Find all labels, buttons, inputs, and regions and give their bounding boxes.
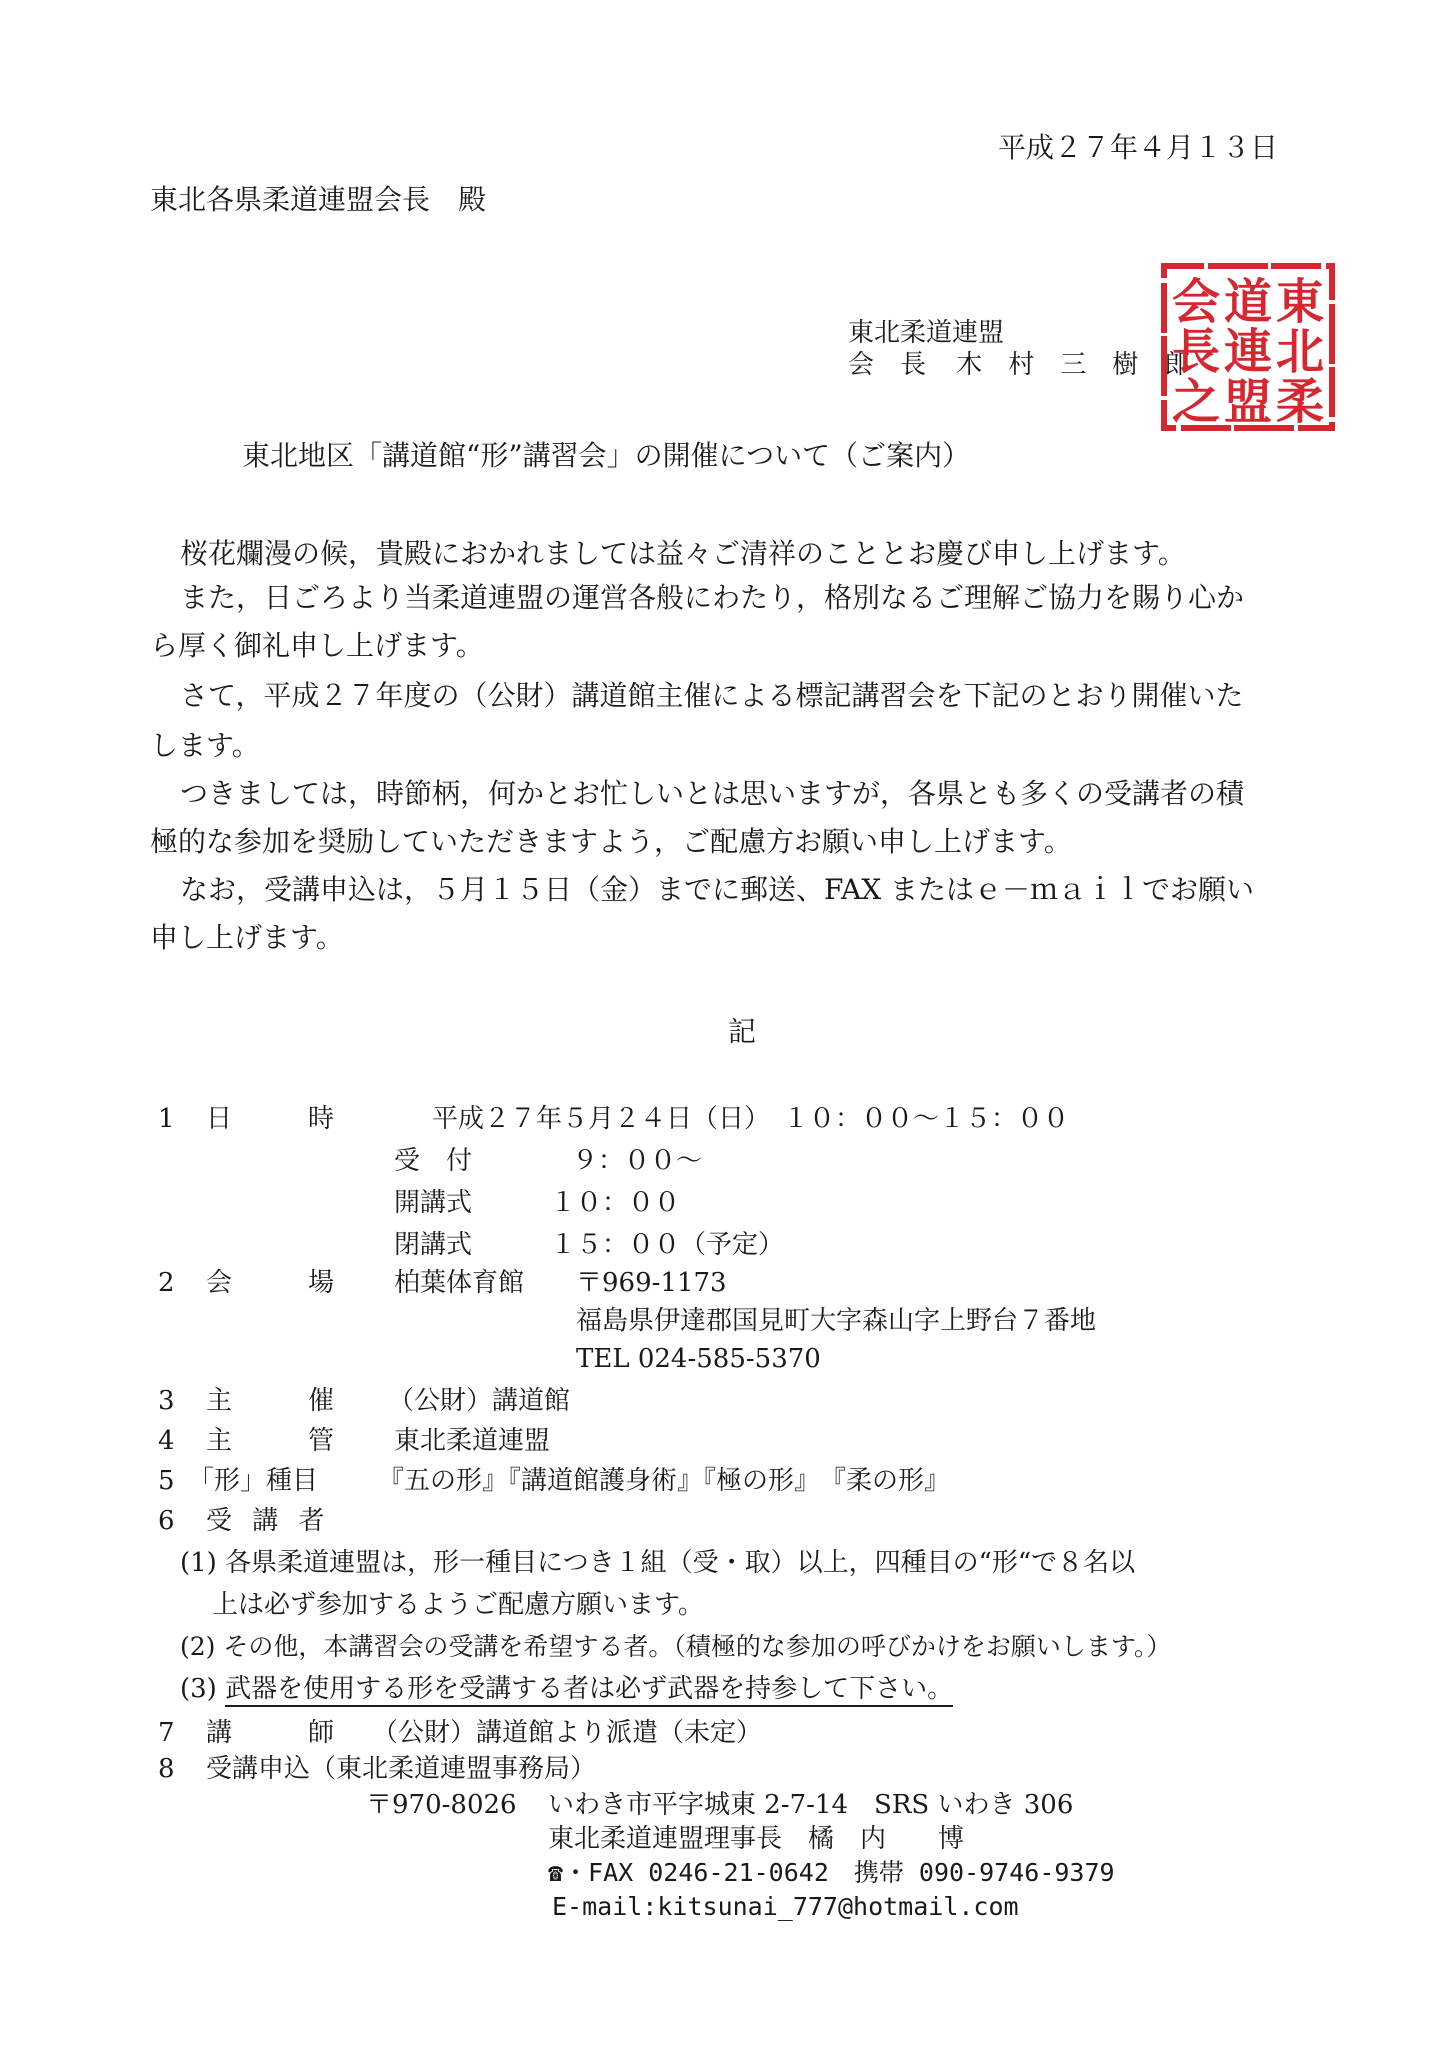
item-3-value: （公財）講道館: [388, 1386, 571, 1416]
item-1: [158, 1102, 1069, 1136]
item-4: [158, 1424, 550, 1458]
office-address: いわき市平字城東 2-7-14 SRS いわき 306: [548, 1790, 1074, 1820]
participants-3: [180, 1672, 953, 1706]
item-2-label: 会 場: [206, 1268, 343, 1298]
body-line-6: つきましては，時節柄，何かとお忙しいとは思いますが，各県とも多くの受講者の積: [180, 777, 1245, 810]
ki-heading: 記: [728, 1015, 757, 1048]
body-line-1: 桜花爛漫の候，貴殿におかれましては益々ご清祥のこととお慶び申し上げます。: [180, 537, 1186, 570]
opening-time: １０：００: [550, 1188, 681, 1218]
item-3: [158, 1384, 570, 1418]
item-8: [158, 1752, 596, 1786]
office-address-row: [366, 1788, 1073, 1822]
reception-time: ９：００～: [572, 1146, 703, 1176]
item-1-value: 平成２７年５月２４日（日） １０：００～１５：００: [432, 1104, 1070, 1134]
sender-org: 東北柔道連盟: [848, 318, 1005, 348]
venue-postal: 〒969-1173: [576, 1268, 727, 1298]
svg-text:盟: 盟: [1223, 374, 1273, 430]
document-date: 平成２７年４月１３日: [998, 131, 1279, 164]
item-8-number: 8: [158, 1754, 175, 1784]
item-7-value: （公財）講道館より派遣（未定）: [372, 1718, 763, 1748]
seal-stamp-icon: [1160, 262, 1336, 432]
item-1-number: 1: [158, 1104, 175, 1134]
closing-time: １５：００（予定）: [550, 1230, 785, 1260]
item-3-label: 主 催: [206, 1386, 343, 1416]
participants-3-text: 武器を使用する形を受講する者は必ず武器を持参して下さい。: [225, 1674, 953, 1707]
opening-row: [394, 1186, 680, 1220]
item-2: [158, 1266, 727, 1300]
addressee: 東北各県柔道連盟会長 殿: [150, 183, 487, 216]
document-title: 東北地区「講道館“形”講習会」の開催について（ご案内）: [242, 439, 971, 472]
reception-row: [394, 1144, 702, 1178]
closing-row: [394, 1228, 784, 1262]
body-line-2: また，日ごろより当柔道連盟の運営各般にわたり，格別なるご理解ご協力を賜り心か: [180, 581, 1245, 614]
office-email: E-mail:kitsunai_777@hotmail.com: [552, 1892, 1019, 1921]
sender-title: 会 長: [848, 350, 927, 380]
item-5-label: 「形」種目: [188, 1466, 319, 1496]
item-4-label: 主 管: [206, 1426, 343, 1456]
participants-3-prefix: (3): [180, 1674, 217, 1704]
item-1-label: 日 時: [206, 1104, 343, 1134]
item-8-label: 受講申込（東北柔道連盟事務局）: [206, 1754, 597, 1784]
item-5-number: 5: [158, 1466, 175, 1496]
closing-label: 閉講式: [394, 1230, 473, 1260]
item-4-value: 東北柔道連盟: [394, 1426, 551, 1456]
item-6: [158, 1504, 331, 1538]
venue-tel: TEL 024-585-5370: [576, 1344, 821, 1374]
item-7-label: 講 師: [206, 1718, 343, 1748]
body-line-7: 極的な参加を奨励していただきますよう，ご配慮方お願い申し上げます。: [150, 825, 1072, 858]
item-2-number: 2: [158, 1268, 175, 1298]
item-6-label: 受 講 者: [206, 1506, 331, 1536]
body-line-9: 申し上げます。: [150, 921, 344, 954]
sender-line: [848, 348, 1190, 382]
svg-text:道: 道: [1223, 274, 1273, 330]
opening-label: 開講式: [394, 1188, 473, 1218]
office-phone: ☎・FAX 0246-21-0642 携帯 090-9746-9379: [548, 1858, 1115, 1887]
venue-name: 柏葉体育館: [394, 1268, 525, 1298]
item-7-number: 7: [158, 1718, 175, 1748]
item-5: [158, 1464, 950, 1498]
svg-text:東: 東: [1275, 274, 1325, 330]
reception-label: 受 付: [394, 1146, 473, 1176]
body-line-4: さて，平成２７年度の（公財）講道館主催による標記講習会を下記のとおり開催いた: [180, 679, 1244, 712]
svg-text:之: 之: [1171, 374, 1221, 430]
body-line-3: ら厚く御礼申し上げます。: [150, 629, 484, 662]
body-line-5: します。: [150, 729, 260, 762]
body-line-8: なお，受講申込は，５月１５日（金）までに郵送、FAX またはｅ－ｍａｉｌでお願い: [180, 873, 1255, 906]
item-7: [158, 1716, 762, 1750]
svg-text:連: 連: [1223, 324, 1273, 380]
participants-2: (2) その他，本講習会の受講を希望する者。（積極的な参加の呼びかけをお願いします。）: [180, 1632, 1172, 1661]
item-3-number: 3: [158, 1386, 175, 1416]
svg-text:柔: 柔: [1275, 374, 1325, 430]
office-person: 東北柔道連盟理事長 橘 内 博: [548, 1824, 965, 1854]
participants-1b: 上は必ず参加するようご配慮方願います。: [212, 1590, 704, 1620]
item-5-value: 『五の形』『講道館護身術』『極の形』 『柔の形』: [378, 1466, 951, 1496]
item-6-number: 6: [158, 1506, 175, 1536]
participants-1a: (1) 各県柔道連盟は，形一種目につき１組（受・取）以上，四種目の“形“で８名以: [180, 1548, 1136, 1578]
office-postal: 〒970-8026: [366, 1790, 517, 1820]
sender-name: 木 村 三 樹 郎: [956, 350, 1191, 380]
svg-text:北: 北: [1275, 324, 1325, 380]
svg-text:会: 会: [1171, 274, 1221, 330]
svg-text:長: 長: [1171, 324, 1221, 380]
venue-address: 福島県伊達郡国見町大字森山字上野台７番地: [576, 1306, 1097, 1336]
item-4-number: 4: [158, 1426, 175, 1456]
